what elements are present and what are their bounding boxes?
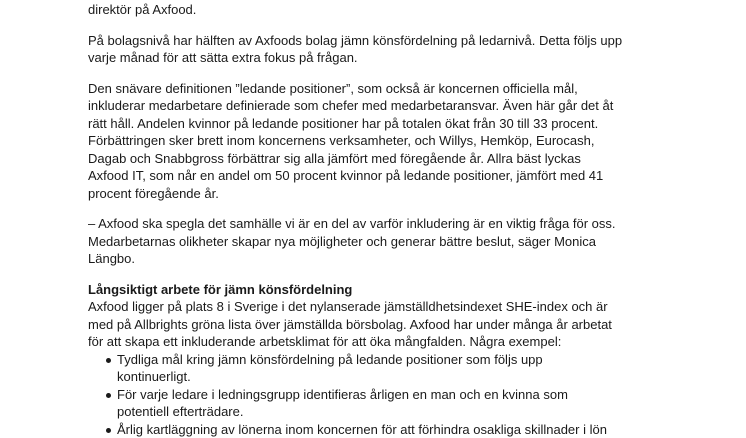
paragraph-line: varje månad för att sätta extra fokus på frågan. bbox=[88, 49, 670, 67]
paragraph-gap bbox=[88, 268, 670, 281]
bullet-text: kontinuerligt. bbox=[117, 369, 191, 384]
bullet-list bbox=[88, 351, 670, 438]
paragraph-line: Längbo. bbox=[88, 250, 670, 268]
paragraph-line: Förbättringen sker brett inom koncernens verksamheter, och Willys, Hemköp, Eurocash, bbox=[88, 132, 670, 150]
paragraph-line: Medarbetarnas olikheter skapar nya möjligheter och generar bättre beslut, säger Monica bbox=[88, 233, 670, 251]
bullet-text: potentiell efterträdare. bbox=[117, 404, 243, 419]
paragraph-ranking bbox=[88, 298, 670, 351]
bullet-line bbox=[88, 403, 670, 421]
paragraph-line: procent föregående år. bbox=[88, 185, 670, 203]
paragraph-line: På bolagsnivå har hälften av Axfoods bolag jämn könsfördelning på ledarnivå. Detta följs upp bbox=[88, 32, 670, 50]
paragraph-gap bbox=[88, 67, 670, 80]
list-item bbox=[88, 386, 670, 421]
bullet-line bbox=[88, 421, 670, 438]
paragraph-line: Axfood IT, som når en andel om 50 procent kvinnor på ledande positioner, jämfört med 41 bbox=[88, 167, 670, 185]
bullet-text: Tydliga mål kring jämn könsfördelning på ledande positioner som följs upp bbox=[117, 352, 543, 367]
paragraph-gap bbox=[88, 202, 670, 215]
paragraph-line: – Axfood ska spegla det samhälle vi är en del av varför inkludering är en viktig fråga för oss. bbox=[88, 215, 670, 233]
paragraph-leading-positions bbox=[88, 80, 670, 203]
bullet-line bbox=[88, 368, 670, 386]
intro-tail-line: direktör på Axfood. bbox=[88, 1, 670, 19]
paragraph-gap bbox=[88, 19, 670, 32]
paragraph-line: Axfood ligger på plats 8 i Sverige i det nylanserade jämställdhetsindexet SHE-index och är bbox=[88, 298, 670, 316]
document-body bbox=[88, 1, 670, 438]
bullet-text: Årlig kartläggning av lönerna inom koncernen för att förhindra osakliga skillnader i lön bbox=[117, 422, 607, 437]
bullet-icon bbox=[106, 358, 111, 363]
paragraph-quote bbox=[88, 215, 670, 268]
paragraph-line: Dagab och Snabbgross förbättrar sig alla jämfört med föregående år. Allra bäst lyckas bbox=[88, 150, 670, 168]
bullet-line bbox=[88, 351, 670, 369]
paragraph-line: för att skapa ett inkluderande arbetsklimat för att öka mångfalden. Några exempel: bbox=[88, 333, 670, 351]
list-item bbox=[88, 421, 670, 438]
bullet-line bbox=[88, 386, 670, 404]
paragraph-line: Den snävare definitionen ”ledande positioner”, som också är koncernen officiella mål, bbox=[88, 80, 670, 98]
bullet-icon bbox=[106, 393, 111, 398]
list-item bbox=[88, 351, 670, 386]
section-heading: Långsiktigt arbete för jämn könsfördelning bbox=[88, 281, 670, 299]
paragraph-line: inkluderar medarbetare definierade som chefer med medarbetaransvar. Även här går det åt bbox=[88, 97, 670, 115]
paragraph-line: med på Allbrights gröna lista över jämställda börsbolag. Axfood har under många år arbetat bbox=[88, 316, 670, 334]
paragraph-board-level bbox=[88, 32, 670, 67]
bullet-icon bbox=[106, 428, 111, 433]
paragraph-line: rätt håll. Andelen kvinnor på ledande positioner har på totalen ökat från 30 till 33 procent. bbox=[88, 115, 670, 133]
bullet-text: För varje ledare i ledningsgrupp identifieras årligen en man och en kvinna som bbox=[117, 387, 568, 402]
